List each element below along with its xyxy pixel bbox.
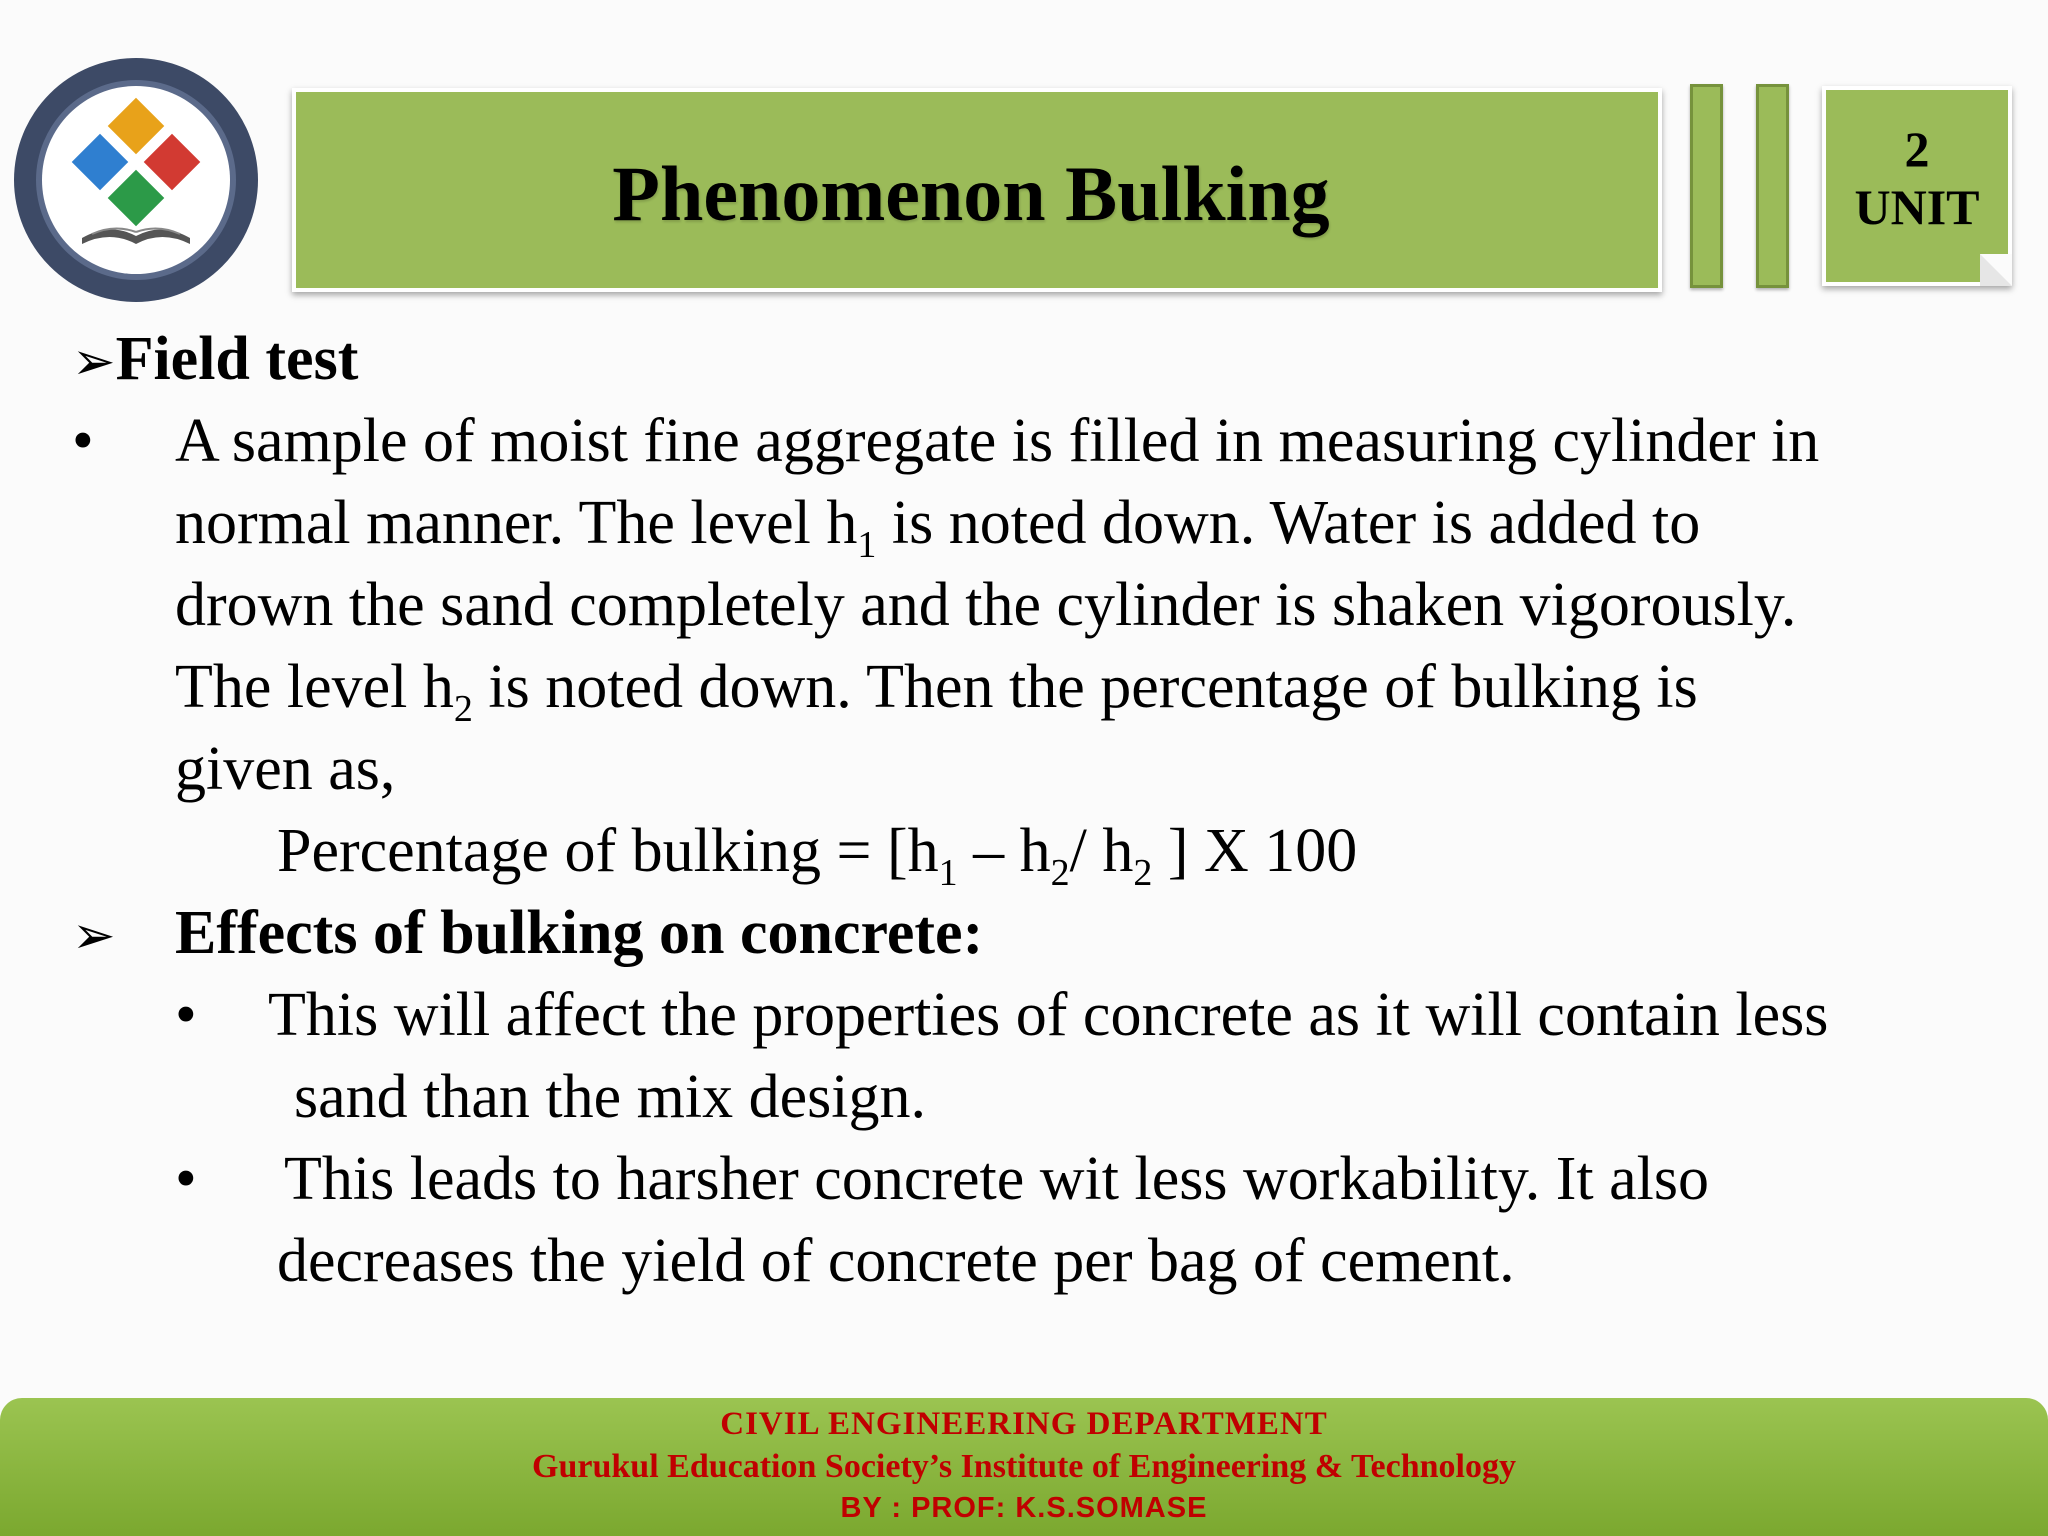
paragraph-line: The level $h_2$ is noted down. Then the percentage of bulking is — [175, 653, 1698, 730]
institute-logo — [12, 56, 260, 304]
effect-line: decreases the yield of concrete per bag of cement. — [277, 1227, 1515, 1295]
page-title: Phenomenon Bulking — [612, 150, 1330, 237]
arrow-bullet-icon: ➢ — [72, 332, 116, 392]
title-banner — [292, 88, 1662, 292]
paragraph-line: given as, — [175, 735, 396, 803]
effect-line: sand than the mix design. — [294, 1063, 926, 1131]
decorative-bar-left — [1690, 84, 1723, 288]
effects-heading: ➢ Effects of bulking on concrete: — [72, 892, 983, 977]
page-fold-corner — [1980, 254, 2012, 286]
paragraph-line: normal manner. The level $h_1$ is noted down. Water is added to — [175, 489, 1701, 566]
footer-department: CIVIL ENGINEERING DEPARTMENT — [720, 1406, 1328, 1442]
paragraph-line: drown the sand completely and the cylinder is shaken vigorously. — [175, 571, 1797, 639]
effect-line: This will affect the properties of concrete as it will contain less — [268, 981, 1829, 1049]
bullet-dot-icon: • — [175, 981, 197, 1049]
footer-banner — [0, 1398, 2048, 1536]
unit-badge — [1822, 86, 2012, 286]
field-test-heading: ➢Field test — [72, 325, 359, 393]
arrow-bullet-icon: ➢ — [72, 906, 116, 966]
bullet-dot-icon: • — [72, 407, 94, 475]
unit-label: UNIT — [1854, 179, 1980, 235]
footer-author: BY : PROF: K.S.SOMASE — [840, 1492, 1208, 1524]
footer-institute: Gurukul Education Society’s Institute of Engineering & Technology — [532, 1448, 1516, 1485]
decorative-bar-right — [1756, 84, 1789, 288]
effect-line: This leads to harsher concrete wit less workability. It also — [284, 1145, 1710, 1213]
bulking-formula: Percentage of bulking = [$h_1 - h_2/$ $h_2$ ] X 100 — [277, 817, 1358, 894]
unit-number: 2 — [1904, 121, 1930, 177]
bullet-dot-icon: • — [175, 1145, 197, 1213]
paragraph-line: A sample of moist fine aggregate is filled in measuring cylinder in — [175, 407, 1820, 475]
